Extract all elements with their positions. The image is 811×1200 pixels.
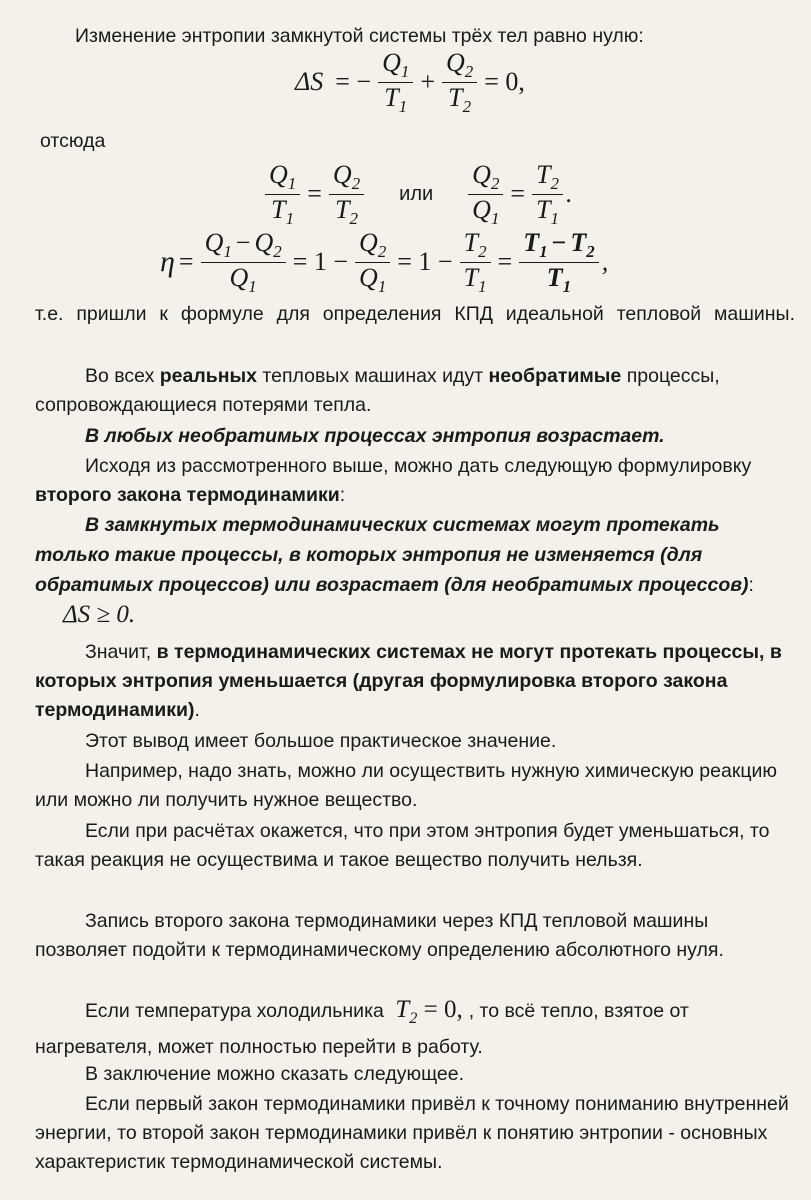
paragraph-second-law: В замкнутых термодинамических системах могут протекать только такие процессы, в которых энтропия не изменяется (для обратимых процессов) или возрастает (для необратимых процессов): ΔS ≥ 0. (35, 514, 754, 628)
paragraph-real-machines: Во всех реальных тепловых машинах идут необратимые процессы, сопровождающиеся потерями тепла. (35, 365, 720, 416)
word-or: или (399, 182, 434, 205)
paragraph-intro: Изменение энтропии замкнутой системы трёх тел равно нулю: (75, 25, 644, 47)
fraction-t1-minus-t2-over-t1: $\frac{T_1 - T_2}{T_1}$ (519, 228, 599, 296)
fraction-t2-t1-c: $\frac{T_2}{T_1}$ (460, 228, 491, 296)
fraction-q2-q1-c: $\frac{Q_2}{Q_1}$ (355, 228, 390, 296)
fraction-q1-t1: $\frac{Q_1}{T_1}$ (378, 48, 413, 116)
paragraph-formulation-intro: Исходя из рассмотренного выше, можно дать следующую формулировку второго закона термодинамики: (35, 455, 752, 506)
eq-zero: = 0, (484, 67, 525, 97)
fraction-q1-minus-q2-over-q1: $\frac{Q_1 - Q_2}{Q_1}$ (201, 228, 286, 296)
equation-entropy-zero (295, 48, 529, 116)
delta-s: ΔS (295, 67, 324, 97)
eq-sign: = − (335, 67, 372, 97)
paragraph-practical: Этот вывод имеет большое практическое значение. (85, 730, 557, 752)
eta-symbol: η (160, 245, 175, 279)
entropy-inequality: ΔS ≥ 0. (63, 601, 136, 628)
equation-ratio: $\frac{Q_1}{T_1}$ = $\frac{Q_2}{T_2}$ или $\frac{Q_2}{Q_1}$ = $\frac{T_2}{T_1}$ . (262, 160, 572, 228)
fraction-q1-t1-b: $\frac{Q_1}{T_1}$ (265, 160, 300, 228)
fraction-q2-t2-b: $\frac{Q_2}{T_2}$ (329, 160, 364, 228)
paragraph-ideal-efficiency: т.е. пришли к формуле для определения КПД идеальной тепловой машины. (35, 303, 795, 325)
equation-efficiency: η = $\frac{Q_1 - Q_2}{Q_1}$ = 1 − $\frac{Q_2}{Q_1}$ = 1 − $\frac{T_2}{T_1}$ = $\frac{T_1 - T_2}{T_1}$ , (160, 228, 609, 296)
paragraph-conclusion-intro: В заключение можно сказать следующее. (85, 1063, 465, 1085)
t2-zero: $T_2 = 0$, (395, 996, 463, 1027)
paragraph-alt-formulation: Значит, в термодинамических системах не могут протекать процессы, в которых энтропия уменьшается (другая формулировка второго закона термодинамики). (35, 641, 782, 721)
paragraph-absolute-zero: Запись второго закона термодинамики через КПД тепловой машины позволяет подойти к термодинамическому определению абсолютного нуля. (35, 910, 724, 961)
paragraph-irreversible-entropy: В любых необратимых процессах энтропия возрастает. (85, 425, 665, 447)
paragraph-conclusion: Если первый закон термодинамики привёл к точному пониманию внутренней энергии, то второй закон термодинамики привёл к понятию энтропии - основных характеристик термодинамической системы. (35, 1093, 789, 1173)
paragraph-example: Например, надо знать, можно ли осуществить нужную химическую реакцию или можно ли получить нужное вещество. (35, 760, 778, 811)
paragraph-calculation: Если при расчётах окажется, что при этом энтропия будет уменьшаться, то такая реакция не осуществима и такое вещество получить нельзя. (35, 820, 770, 871)
fraction-t2-t1: $\frac{T_2}{T_1}$ (532, 160, 563, 228)
fraction-q2-t2: $\frac{Q_2}{T_2}$ (442, 48, 477, 116)
fraction-q2-q1: $\frac{Q_2}{Q_1}$ (468, 160, 503, 228)
paragraph-hence: отсюда (40, 130, 106, 152)
plus-sign: + (420, 67, 435, 97)
paragraph-cold-reservoir: Если температура холодильника $T_2 = 0$, , то всё тепло, взятое от нагревателя, может полностью перейти в работу. (35, 996, 689, 1058)
